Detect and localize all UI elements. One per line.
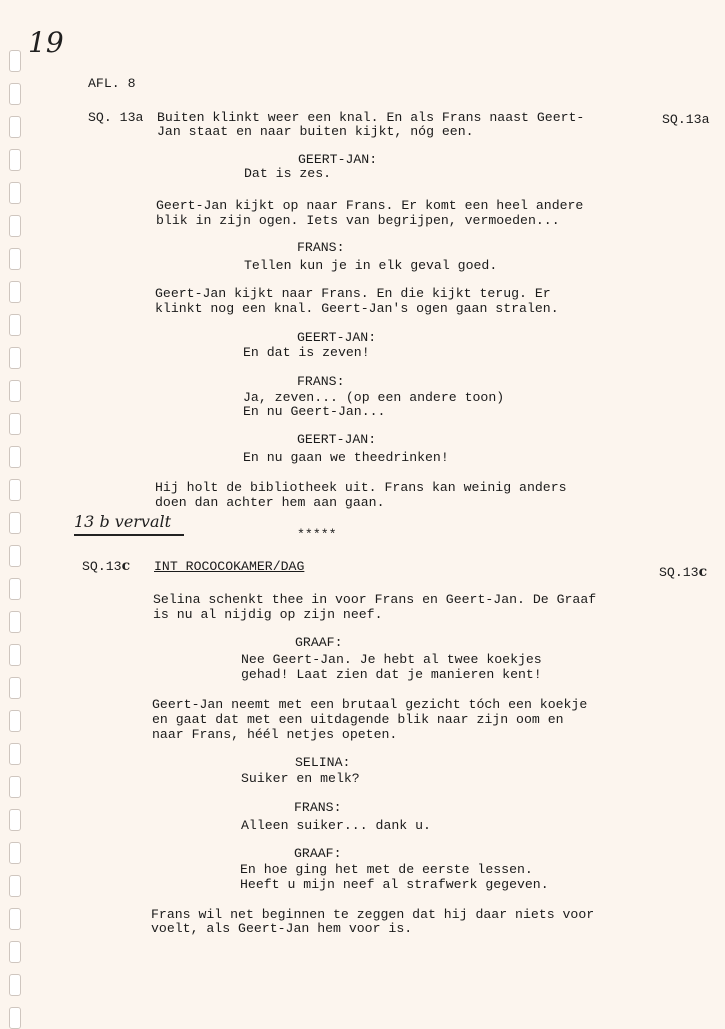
- binder-hole: [9, 347, 21, 369]
- scene-label-left: SQ.13c: [82, 558, 131, 574]
- handwritten-underline: [74, 534, 184, 536]
- handwritten-scene-suffix: c: [121, 558, 131, 574]
- episode-header: AFL. 8: [88, 76, 136, 91]
- character-name: GEERT-JAN:: [298, 152, 378, 167]
- handwritten-scene-note: 13 b vervalt: [74, 512, 172, 531]
- binder-holes: [9, 38, 31, 1024]
- dialogue-line: Tellen kun je in elk geval goed.: [244, 258, 498, 273]
- character-name: GEERT-JAN:: [297, 432, 377, 447]
- action-line: naar Frans, héél netjes opeten.: [152, 727, 398, 742]
- binder-hole: [9, 446, 21, 468]
- binder-hole: [9, 776, 21, 798]
- character-name: FRANS:: [294, 800, 342, 815]
- action-line: Hij holt de bibliotheek uit. Frans kan weinig anders: [155, 480, 567, 495]
- binder-hole: [9, 743, 21, 765]
- binder-hole: [9, 248, 21, 270]
- action-line: voelt, als Geert-Jan hem voor is.: [151, 921, 413, 936]
- binder-hole: [9, 611, 21, 633]
- scene-label-right: SQ.13c: [659, 564, 708, 580]
- binder-hole: [9, 215, 21, 237]
- dialogue-line: En nu gaan we theedrinken!: [243, 450, 449, 465]
- binder-hole: [9, 578, 21, 600]
- action-line: Selina schenkt thee in voor Frans en Geert-Jan. De Graaf: [153, 592, 597, 607]
- binder-hole: [9, 908, 21, 930]
- binder-hole: [9, 974, 21, 996]
- action-line: Jan staat en naar buiten kijkt, nóg een.: [157, 124, 474, 139]
- handwritten-page-number: 19: [28, 26, 64, 59]
- dialogue-line: En nu Geert-Jan...: [243, 404, 386, 419]
- binder-hole: [9, 842, 21, 864]
- action-line: is nu al nijdig op zijn neef.: [153, 607, 383, 622]
- binder-hole: [9, 413, 21, 435]
- binder-hole: [9, 512, 21, 534]
- binder-hole: [9, 380, 21, 402]
- action-line: klinkt nog een knal. Geert-Jan's ogen gaan stralen.: [155, 301, 559, 316]
- dialogue-line: En hoe ging het met de eerste lessen.: [240, 862, 533, 877]
- binder-hole: [9, 545, 21, 567]
- scene-heading: INT ROCOCOKAMER/DAG: [154, 559, 305, 574]
- dialogue-line: Heeft u mijn neef al strafwerk gegeven.: [240, 877, 549, 892]
- action-line: en gaat dat met een uitdagende blik naar zijn oom en: [152, 712, 564, 727]
- character-name: FRANS:: [297, 240, 345, 255]
- action-line: blik in zijn ogen. Iets van begrijpen, vermoeden...: [156, 213, 560, 228]
- binder-hole: [9, 314, 21, 336]
- action-line: Geert-Jan kijkt naar Frans. En die kijkt terug. Er: [155, 286, 551, 301]
- dialogue-line: Nee Geert-Jan. Je hebt al twee koekjes: [241, 652, 542, 667]
- binder-hole: [9, 875, 21, 897]
- character-name: FRANS:: [297, 374, 345, 389]
- character-name: SELINA:: [295, 755, 351, 770]
- action-line: Geert-Jan kijkt op naar Frans. Er komt een heel andere: [156, 198, 584, 213]
- scene-separator: *****: [297, 527, 337, 542]
- binder-hole: [9, 809, 21, 831]
- dialogue-line: Suiker en melk?: [241, 771, 360, 786]
- handwritten-scene-suffix: c: [698, 564, 708, 580]
- character-name: GEERT-JAN:: [297, 330, 377, 345]
- action-line: Frans wil net beginnen te zeggen dat hij daar niets voor: [151, 907, 595, 922]
- binder-hole: [9, 149, 21, 171]
- dialogue-line: Dat is zes.: [244, 166, 332, 181]
- dialogue-line: Ja, zeven... (op een andere toon): [243, 390, 505, 405]
- action-line: doen dan achter hem aan gaan.: [155, 495, 385, 510]
- binder-hole: [9, 710, 21, 732]
- binder-hole: [9, 50, 21, 72]
- character-name: GRAAF:: [294, 846, 342, 861]
- binder-hole: [9, 182, 21, 204]
- dialogue-line: En dat is zeven!: [243, 345, 370, 360]
- binder-hole: [9, 83, 21, 105]
- character-name: GRAAF:: [295, 635, 343, 650]
- dialogue-line: gehad! Laat zien dat je manieren kent!: [241, 667, 542, 682]
- binder-hole: [9, 479, 21, 501]
- action-line: Geert-Jan neemt met een brutaal gezicht tóch een koekje: [152, 697, 588, 712]
- dialogue-line: Alleen suiker... dank u.: [241, 818, 431, 833]
- binder-hole: [9, 116, 21, 138]
- action-line: Buiten klinkt weer een knal. En als Frans naast Geert-: [157, 110, 585, 125]
- binder-hole: [9, 281, 21, 303]
- binder-hole: [9, 677, 21, 699]
- scene-label-right: SQ.13a: [662, 112, 710, 127]
- scene-label-left: SQ. 13a: [88, 110, 144, 125]
- binder-hole: [9, 644, 21, 666]
- binder-hole: [9, 1007, 21, 1029]
- binder-hole: [9, 941, 21, 963]
